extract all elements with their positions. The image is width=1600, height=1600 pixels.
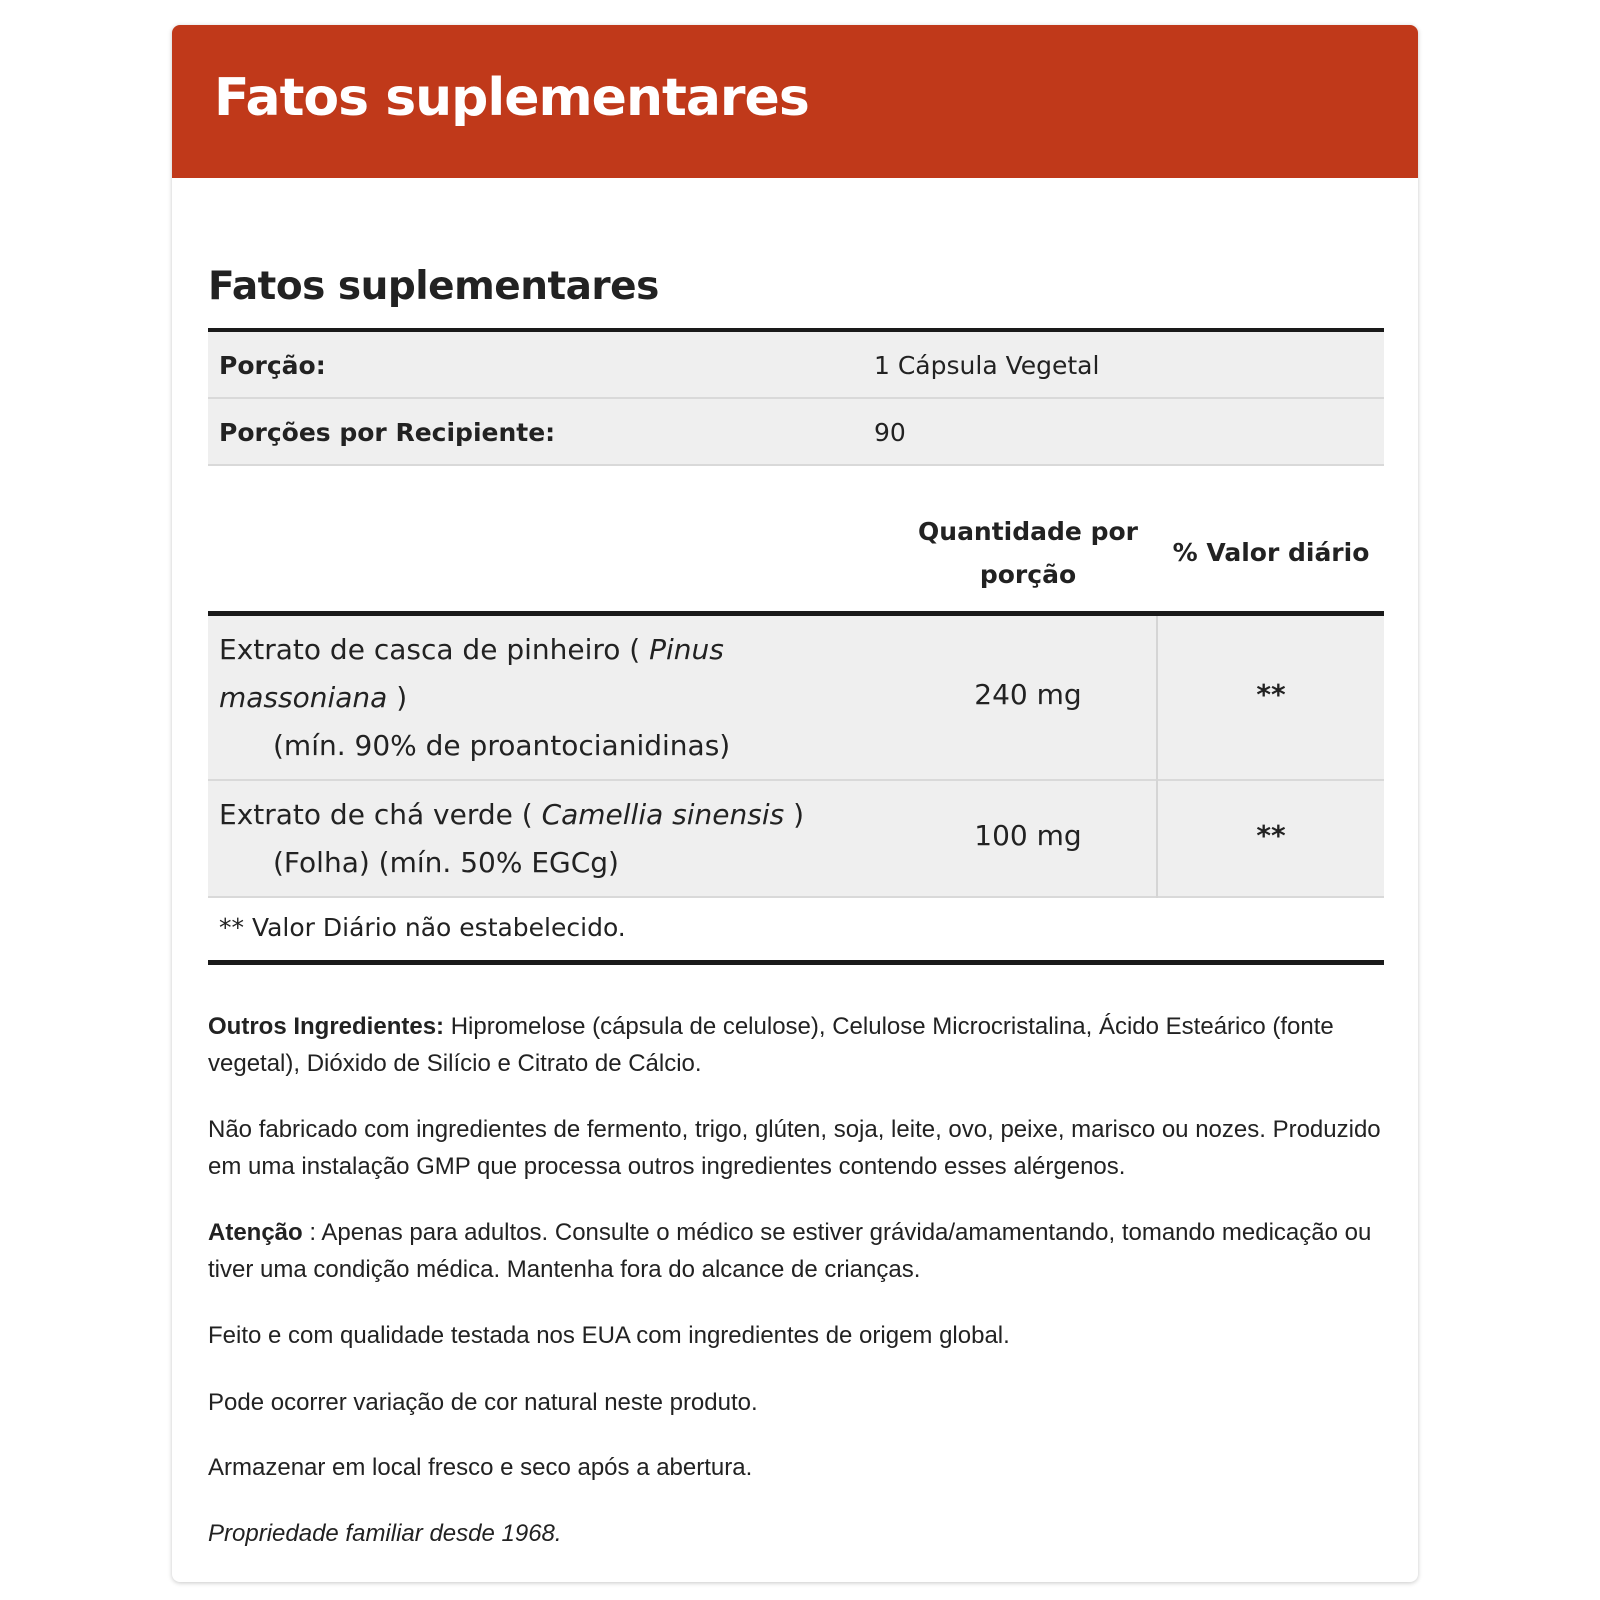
warning [208,1214,1384,1288]
nutrient-name [219,791,839,887]
nutrient-name-text: Extrato de casca de pinheiro ( [219,633,650,666]
column-divider [1156,781,1158,898]
serving-size-row [208,332,1384,399]
nutrient-name-close: ) [784,798,805,831]
storage-statement: Armazenar em local fresco e seco após a abertura. [208,1454,753,1481]
other-ingredients [208,1008,1384,1082]
nutrient-name-close: ) [387,681,408,714]
nutrient-name-text: Extrato de chá verde ( [219,798,542,831]
servings-per-container-row [208,399,1384,466]
amount-per-serving-header [908,510,1148,596]
other-ingredients-text: Hipromelose (cápsula de celulose), Celulose Microcristalina, Ácido Esteárico (fonte vegetal), Dióxido de Silício e Citrato de Cálcio. [208,1013,1334,1077]
allergen-statement: Não fabricado com ingredientes de fermento, trigo, glúten, soja, leite, ovo, peixe, marisco ou nozes. Produzido em uma instalação GMP que processa outros ingredientes contendo esses alérgenos. [208,1116,1381,1180]
serving-size-label: Porção: [219,351,326,380]
supplement-facts-card [172,25,1418,1582]
daily-value-header-label: % Valor diário [1172,538,1370,567]
card-header [172,25,1418,178]
servings-per-container-value: 90 [874,418,906,447]
facts-title: Fatos suplementares [208,264,659,309]
nutrient-row [208,781,1384,898]
nutrient-daily-value: ** [1256,819,1286,852]
nutrient-detail: (mín. 90% de proantocianidinas) [273,729,731,762]
card-header-title: Fatos suplementares [214,68,809,128]
nutrient-row [208,616,1384,781]
serving-size-value: 1 Cápsula Vegetal [874,351,1100,380]
made-in-statement: Feito e com qualidade testada nos EUA com ingredientes de origem global. [208,1322,1010,1349]
warning-label: Atenção [208,1219,303,1246]
warning-text: : Apenas para adultos. Consulte o médico se estiver grávida/amamentando, tomando medicação ou tiver uma condição médica. Mantenha fora do alcance de crianças. [208,1219,1372,1283]
servings-per-container-label: Porções por Recipiente: [219,418,556,447]
daily-value-footnote: ** Valor Diário não estabelecido. [219,913,626,942]
other-ingredients-label: Outros Ingredientes: [208,1013,445,1040]
amount-header-line2: porção [979,560,1077,589]
amount-header-line1: Quantidade por [918,517,1138,546]
color-variation-statement: Pode ocorrer variação de cor natural neste produto. [208,1389,758,1416]
family-owned-statement: Propriedade familiar desde 1968. [208,1520,562,1547]
nutrient-daily-value: ** [1256,678,1286,711]
nutrient-detail: (Folha) (mín. 50% EGCg) [273,846,619,879]
nutrient-amount: 100 mg [974,819,1082,852]
bottom-rule [208,960,1384,965]
column-divider [1156,616,1158,781]
nutrient-amount: 240 mg [974,678,1082,711]
nutrient-latin-name: Pinus [649,633,724,666]
daily-value-header [1158,531,1384,574]
nutrient-latin-name: Camellia sinensis [541,798,785,831]
nutrient-name [219,626,779,770]
nutrient-latin-name-cont: massoniana [219,681,388,714]
